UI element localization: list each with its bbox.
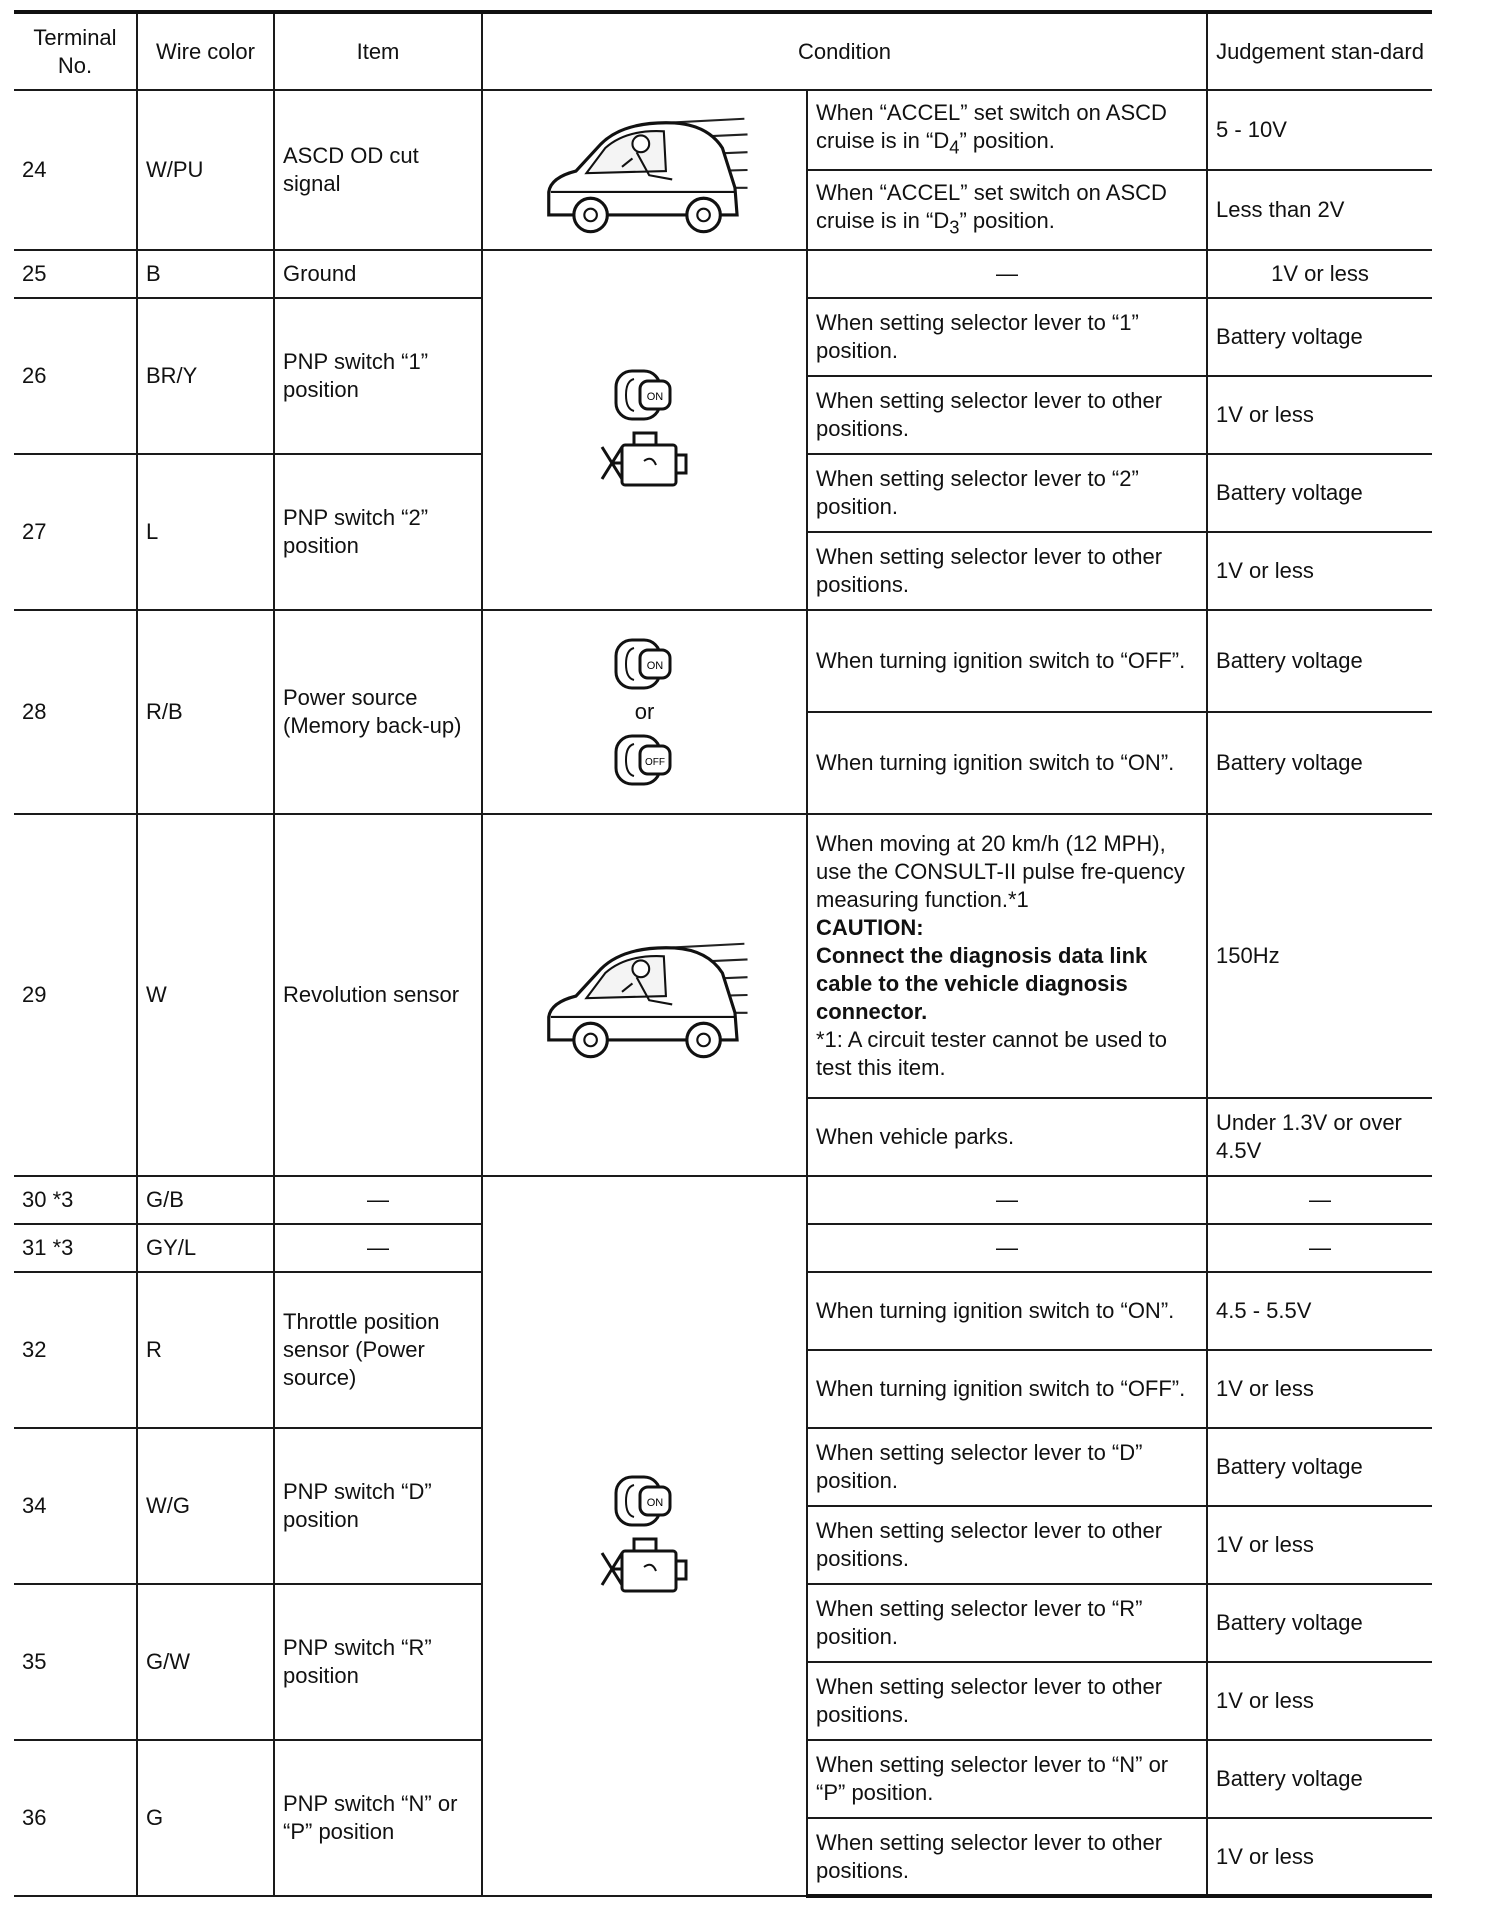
judgement-value: 1V or less: [1207, 1350, 1432, 1428]
condition-text: When setting selector lever to “2” position.: [807, 454, 1207, 532]
table-row: [14, 250, 1432, 298]
condition-text: When turning ignition switch to “ON”.: [807, 1272, 1207, 1350]
svg-text:OFF: OFF: [644, 757, 665, 768]
wire-color: W/PU: [137, 90, 274, 250]
judgement-value: Battery voltage: [1207, 1740, 1432, 1818]
header-condition: Condition: [482, 12, 1207, 90]
header-item: Item: [274, 12, 482, 90]
judgement-value: 1V or less: [1207, 250, 1432, 298]
judgement-value: 1V or less: [1207, 1818, 1432, 1896]
terminal-no: 29: [14, 814, 137, 1176]
footnote-text: *1: A circuit tester cannot be used to test this item.: [816, 1027, 1167, 1080]
header-judgement-standard: Judgement stan-dard: [1207, 12, 1432, 90]
condition-picture: [482, 90, 807, 250]
item-name: PNP switch “R” position: [274, 1584, 482, 1740]
ignition-key-on-icon: [610, 634, 680, 694]
item-name: Power source (Memory back-up): [274, 610, 482, 814]
wire-color: R/B: [137, 610, 274, 814]
table-row: [14, 1176, 1432, 1224]
condition-text: When vehicle parks.: [807, 1098, 1207, 1176]
wire-color: W/G: [137, 1428, 274, 1584]
condition-text: —: [807, 250, 1207, 298]
item-name: ASCD OD cut signal: [274, 90, 482, 250]
judgement-value: 1V or less: [1207, 376, 1432, 454]
terminal-no: 31 *3: [14, 1224, 137, 1272]
condition-text: When turning ignition switch to “OFF”.: [807, 1350, 1207, 1428]
judgement-value: —: [1207, 1176, 1432, 1224]
engine-running-icon: [600, 425, 690, 495]
caution-text: Connect the diagnosis data link cable to the vehicle diagnosis connector.: [816, 943, 1148, 1024]
terminal-no: 26: [14, 298, 137, 454]
judgement-value: 150Hz: [1207, 814, 1432, 1098]
header-terminal-no: Terminal No.: [14, 12, 137, 90]
header-row: [14, 12, 1432, 90]
wire-color: G/B: [137, 1176, 274, 1224]
condition-picture: [482, 610, 807, 814]
judgement-value: 1V or less: [1207, 1662, 1432, 1740]
terminal-no: 30 *3: [14, 1176, 137, 1224]
condition-text: When setting selector lever to “D” position.: [807, 1428, 1207, 1506]
judgement-value: 4.5 - 5.5V: [1207, 1272, 1432, 1350]
engine-running-icon: [600, 1531, 690, 1601]
header-wire-color: Wire color: [137, 12, 274, 90]
condition-picture: [482, 1176, 807, 1896]
wire-color: W: [137, 814, 274, 1176]
svg-text:ON: ON: [646, 660, 663, 672]
condition-text: When setting selector lever to other positions.: [807, 1818, 1207, 1896]
judgement-value: Battery voltage: [1207, 1428, 1432, 1506]
wire-color: G/W: [137, 1584, 274, 1740]
judgement-value: 5 - 10V: [1207, 90, 1432, 170]
svg-text:ON: ON: [646, 391, 663, 403]
condition-text: [807, 814, 1207, 1098]
terminal-no: 34: [14, 1428, 137, 1584]
table-row: [14, 814, 1432, 1098]
wire-color: GY/L: [137, 1224, 274, 1272]
judgement-value: Battery voltage: [1207, 610, 1432, 712]
judgement-value: Battery voltage: [1207, 1584, 1432, 1662]
terminal-no: 24: [14, 90, 137, 250]
terminal-no: 27: [14, 454, 137, 610]
item-name: Revolution sensor: [274, 814, 482, 1176]
item-name: Ground: [274, 250, 482, 298]
condition-picture: [482, 814, 807, 1176]
judgement-value: 1V or less: [1207, 1506, 1432, 1584]
judgement-value: Under 1.3V or over 4.5V: [1207, 1098, 1432, 1176]
item-name: —: [274, 1224, 482, 1272]
ignition-key-on-icon: [610, 1471, 680, 1531]
ignition-key-on-icon: [610, 365, 680, 425]
wire-color: G: [137, 1740, 274, 1896]
condition-text: When setting selector lever to “R” position.: [807, 1584, 1207, 1662]
judgement-value: Battery voltage: [1207, 712, 1432, 814]
judgement-value: Battery voltage: [1207, 454, 1432, 532]
condition-text: —: [807, 1224, 1207, 1272]
item-name: —: [274, 1176, 482, 1224]
svg-text:ON: ON: [646, 1497, 663, 1509]
condition-text: —: [807, 1176, 1207, 1224]
ignition-key-off-icon: [610, 730, 680, 790]
judgement-value: 1V or less: [1207, 532, 1432, 610]
terminal-no: 35: [14, 1584, 137, 1740]
condition-text: When setting selector lever to “1” position.: [807, 298, 1207, 376]
condition-text: When setting selector lever to other positions.: [807, 376, 1207, 454]
terminal-no: 25: [14, 250, 137, 298]
wire-color: R: [137, 1272, 274, 1428]
table-row: [14, 610, 1432, 712]
condition-text: When setting selector lever to other positions.: [807, 1506, 1207, 1584]
condition-picture: [482, 250, 807, 610]
terminal-no: 36: [14, 1740, 137, 1896]
condition-text: When turning ignition switch to “OFF”.: [807, 610, 1207, 712]
wire-color: BR/Y: [137, 298, 274, 454]
table-row: [14, 90, 1432, 170]
terminal-no: 28: [14, 610, 137, 814]
terminal-spec-table: [14, 10, 1432, 1898]
condition-text: When “ACCEL” set switch on ASCD cruise is in “$D_4$” position.: [807, 90, 1207, 170]
condition-text: When “ACCEL” set switch on ASCD cruise is in “$D_3$” position.: [807, 170, 1207, 250]
item-name: PNP switch “N” or “P” position: [274, 1740, 482, 1896]
item-name: PNP switch “1” position: [274, 298, 482, 454]
caution-label: CAUTION:: [816, 915, 924, 940]
judgement-value: —: [1207, 1224, 1432, 1272]
judgement-value: Battery voltage: [1207, 298, 1432, 376]
driving-car-icon: [540, 927, 750, 1063]
wire-color: B: [137, 250, 274, 298]
driving-car-icon: [540, 102, 750, 238]
wire-color: L: [137, 454, 274, 610]
condition-text: When setting selector lever to “N” or “P” position.: [807, 1740, 1207, 1818]
condition-text: When turning ignition switch to “ON”.: [807, 712, 1207, 814]
condition-instruction: When moving at 20 km/h (12 MPH), use the CONSULT-II pulse fre-quency measuring function.*1: [816, 831, 1185, 912]
item-name: Throttle position sensor (Power source): [274, 1272, 482, 1428]
item-name: PNP switch “2” position: [274, 454, 482, 610]
item-name: PNP switch “D” position: [274, 1428, 482, 1584]
condition-text: When setting selector lever to other positions.: [807, 532, 1207, 610]
judgement-value: Less than 2V: [1207, 170, 1432, 250]
condition-text: When setting selector lever to other positions.: [807, 1662, 1207, 1740]
terminal-no: 32: [14, 1272, 137, 1428]
or-label: or: [634, 699, 655, 724]
